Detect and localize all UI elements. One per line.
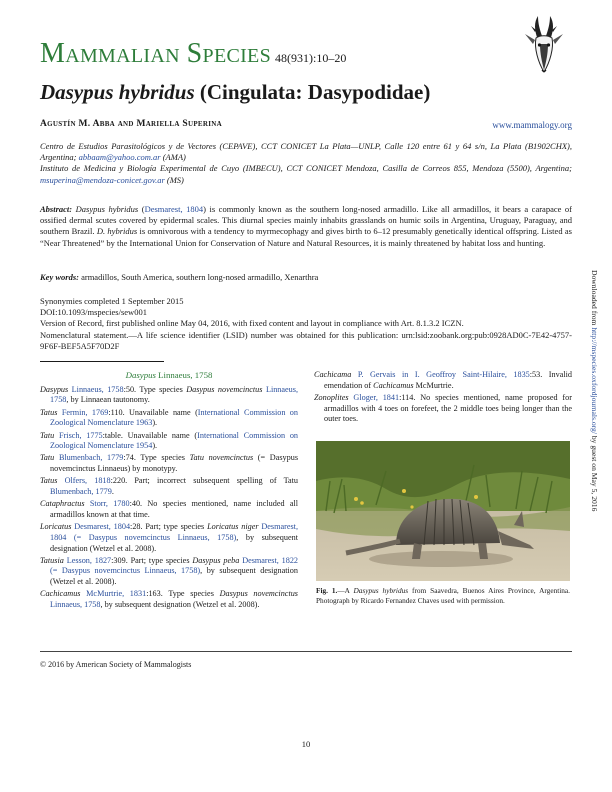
synonym-text: :53. Invalid emendation of (324, 370, 572, 390)
synonym-text: :220. Part; incorrect subsequent spelling of Tatu (110, 476, 299, 486)
synonym-text: , by subsequent designation (Wetzel et al. 2008). (50, 566, 298, 587)
synonym-text: , by subsequent designation (Wetzel et al. 2008). (100, 600, 260, 610)
synonym-text: :309. Part; type species (111, 555, 193, 565)
nomenclatural-statement: Nomenclatural statement.—A life science identifier (LSID) number was obtained for this publication: urn:lsid:zoobank.org:pub:0928AD0C-7E42-4757-9F6F-BEF5A5F70D2F (40, 329, 572, 351)
citation-link[interactable]: Lesson, 1827 (66, 555, 112, 565)
citation-link[interactable]: Linnaeus, 1758 (71, 384, 124, 394)
synonymy-column-left (40, 370, 298, 612)
version-of-record: Version of Record, first published online May 04, 2016, with fixed content and layout in compliance with Art. 8.1.3.2 ICZN. (40, 318, 464, 329)
abstract-label: Abstract: (40, 204, 73, 214)
pronghorn-antelope-logo-icon (516, 14, 574, 76)
synonym-text: :163. Type species (146, 589, 220, 599)
citation-link[interactable]: Linnaeus, 1758 (50, 600, 101, 610)
website-link[interactable]: www.mammalogy.org (492, 120, 572, 130)
synonym-entry (40, 499, 298, 520)
synonym-text: :114. No species mentioned, name proposed for armadillos with 4 toes on forefeet, the 2 middle toes being longer than the outer toes. (324, 392, 572, 424)
synonym-name: Tatu (40, 430, 55, 440)
citation-link[interactable]: International Commission on Zoological Nomenclature 1954 (50, 430, 299, 451)
citation-link[interactable]: P. Gervais in I. Geoffroy Saint-Hilaire, 1835 (357, 370, 530, 379)
copyright-notice: © 2016 by American Society of Mammalogists (40, 660, 192, 669)
synonym-name: Cataphractus (40, 499, 85, 509)
synonym-name: Zonoplites (314, 392, 349, 402)
synonym-entry (314, 393, 572, 425)
synonym-text: . (111, 487, 114, 497)
article-metadata (40, 296, 572, 352)
type-species-name: Cachicamus (373, 380, 414, 390)
figure-label: Fig. 1. (316, 586, 338, 595)
citation-link[interactable]: Linnaeus, 1758 (50, 384, 298, 405)
synonymy-column-right (314, 370, 572, 427)
synonym-entry (40, 522, 298, 554)
type-species-name: Loricatus niger (207, 522, 259, 532)
email-link-abba[interactable]: abbaam@yahoo.com.ar (78, 152, 161, 163)
synonym-list (314, 370, 572, 425)
synonym-entry (40, 385, 298, 406)
synonym-text: ). (152, 418, 158, 428)
synonym-name: Tatusia (40, 555, 64, 565)
figure-caption: Fig. 1.—A Dasypus hybridus from Saavedra, Buenos Aires Province, Argentina. Photograph by Ricardo Fernandez Chaves used with permission. (316, 586, 570, 605)
section-divider (40, 361, 164, 362)
download-notice: Downloaded from http://mspecies.oxfordjournals.org/ by guest on May 5, 2016 (590, 270, 599, 512)
synonym-name: Cachicamus (40, 589, 81, 599)
synonym-text: :table. Unavailable name ( (102, 430, 198, 440)
synonym-text: , by subsequent designation (Wetzel et al. 2008). (50, 532, 298, 553)
download-link[interactable]: http://mspecies.oxfordjournals.org/ (590, 327, 599, 434)
synonym-entry (40, 408, 298, 429)
email-link-superina[interactable]: msuperina@mendoza-conicet.gov.ar (40, 174, 165, 185)
synonym-entry (40, 476, 298, 497)
abstract: Abstract: Dasypus hybridus (Desmarest, 1804) is commonly known as the southern long-nosed armadillo. Like all armadillos, it bears a carapace of ossified dermal scutes covered by epidermal scales. This diurnal species mainly inhabits grasslands on humic soils in Argentina, Uruguay, Paraguay, and southern Brazil. D. hybridus is omnivorous with a tendency to myrmecophagy and gives birth to 6–12 presumably genetically identical offspring. Listed as “Near Threatened” by the International Union for Conservation of Nature and Natural Resources, it is mainly threatened by habitat loss and hunting. (40, 204, 572, 248)
synonym-name: Cachicama (314, 370, 352, 379)
synonym-text: :40. No species mentioned, name included all armadillos known at that time. (50, 499, 299, 519)
armadillo-photo (316, 441, 570, 581)
synonymies-date: Synonymies completed 1 September 2015 (40, 296, 184, 306)
citation-link[interactable]: Fermin, 1769 (61, 407, 109, 417)
keywords-label: Key words: (40, 272, 79, 282)
citation-link[interactable]: Gloger, 1841 (353, 392, 400, 402)
type-species-name: Tatu novemcinctus (189, 453, 254, 463)
citation-link[interactable]: Olfers, 1818 (64, 476, 111, 486)
synonym-text: :110. Unavailable name ( (108, 407, 198, 417)
synonym-entry (40, 589, 298, 610)
footer-divider (40, 651, 572, 652)
synonym-text: :74. Type species (123, 453, 190, 463)
synonym-text: :50. Type species (123, 384, 187, 394)
synonym-text: :28. Part; type species (130, 522, 208, 532)
cite-link-desmarest[interactable]: Desmarest, 1804 (144, 204, 204, 214)
type-species-name: Dasypus novemcinctus (186, 384, 263, 394)
synonym-entry (314, 370, 572, 391)
citation-link[interactable]: Desmarest, 1804 (74, 522, 131, 532)
keywords: Key words: armadillos, South America, southern long-nosed armadillo, Xenarthra (40, 272, 319, 282)
synonym-name: Loricatus (40, 522, 72, 532)
synonym-name: Tatu (40, 453, 55, 463)
synonym-name: Dasypus (40, 384, 69, 394)
journal-title: MAMMALIAN SPECIES 48(931):10–20 (40, 38, 347, 69)
volume-info: 48(931):10–20 (275, 51, 347, 65)
synonym-entry (40, 556, 298, 588)
synonym-entry (40, 431, 298, 452)
article-title: Dasypus hybridus (Cingulata: Dasypodidae) (40, 80, 431, 104)
affiliations: Centro de Estudios Parasitológicos y de Vectores (CEPAVE), CCT CONICET La Plata—UNLP, Calle 120 entre 61 y 64 s/n, La Plata (B1902CHX), Argentina; abbaam@yahoo.com.ar (AMA) Instituto de Medicina y Biología Experimental de Cuyo (IMBECU), CCT CONICET Mendoza, Casilla de Correos 855, Mendoza (5500), Argentina; msuperina@mendoza-conicet.gov.ar (MS) (40, 141, 572, 185)
citation-link[interactable]: Desmarest, 1804 (= Dasypus novemcinctus Linnaeus, 1758) (50, 522, 298, 542)
citation-link[interactable]: International Commission on Zoological Nomenclature 1963 (50, 407, 298, 428)
type-species-name: Dasypus peba (192, 555, 240, 565)
doi: DOI:10.1093/mspecies/sew001 (40, 307, 147, 318)
synonym-text: , by Linnaean tautonomy. (66, 395, 150, 405)
synonym-name: Tatus (40, 476, 58, 486)
synonym-entry (40, 453, 298, 474)
synonym-text: ). (152, 441, 158, 451)
authors: Agustín M. Abba and Mariella Superina (40, 119, 222, 129)
citation-link[interactable]: Blumenbach, 1779 (58, 453, 124, 463)
citation-link[interactable]: Storr, 1780 (89, 499, 130, 509)
citation-link[interactable]: Desmarest, 1822 (= Dasypus novemcinctus Linnaeus, 1758) (50, 555, 299, 576)
synonym-text: McMurtrie. (413, 380, 454, 390)
synonym-list (40, 385, 298, 611)
citation-link[interactable]: McMurtrie, 1831 (86, 589, 147, 599)
type-species-name: Dasypus novemcinctus (219, 589, 298, 599)
citation-link[interactable]: Blumenbach, 1779 (50, 487, 112, 497)
citation-link[interactable]: Frisch, 1775 (59, 430, 103, 440)
genus-heading: Dasypus Linnaeus, 1758 (125, 370, 213, 380)
synonym-name: Tatus (40, 407, 58, 417)
synonym-text: (= Dasypus novemcinctus Linnaeus) by monotypy. (50, 453, 299, 474)
page-number: 10 (301, 739, 311, 749)
